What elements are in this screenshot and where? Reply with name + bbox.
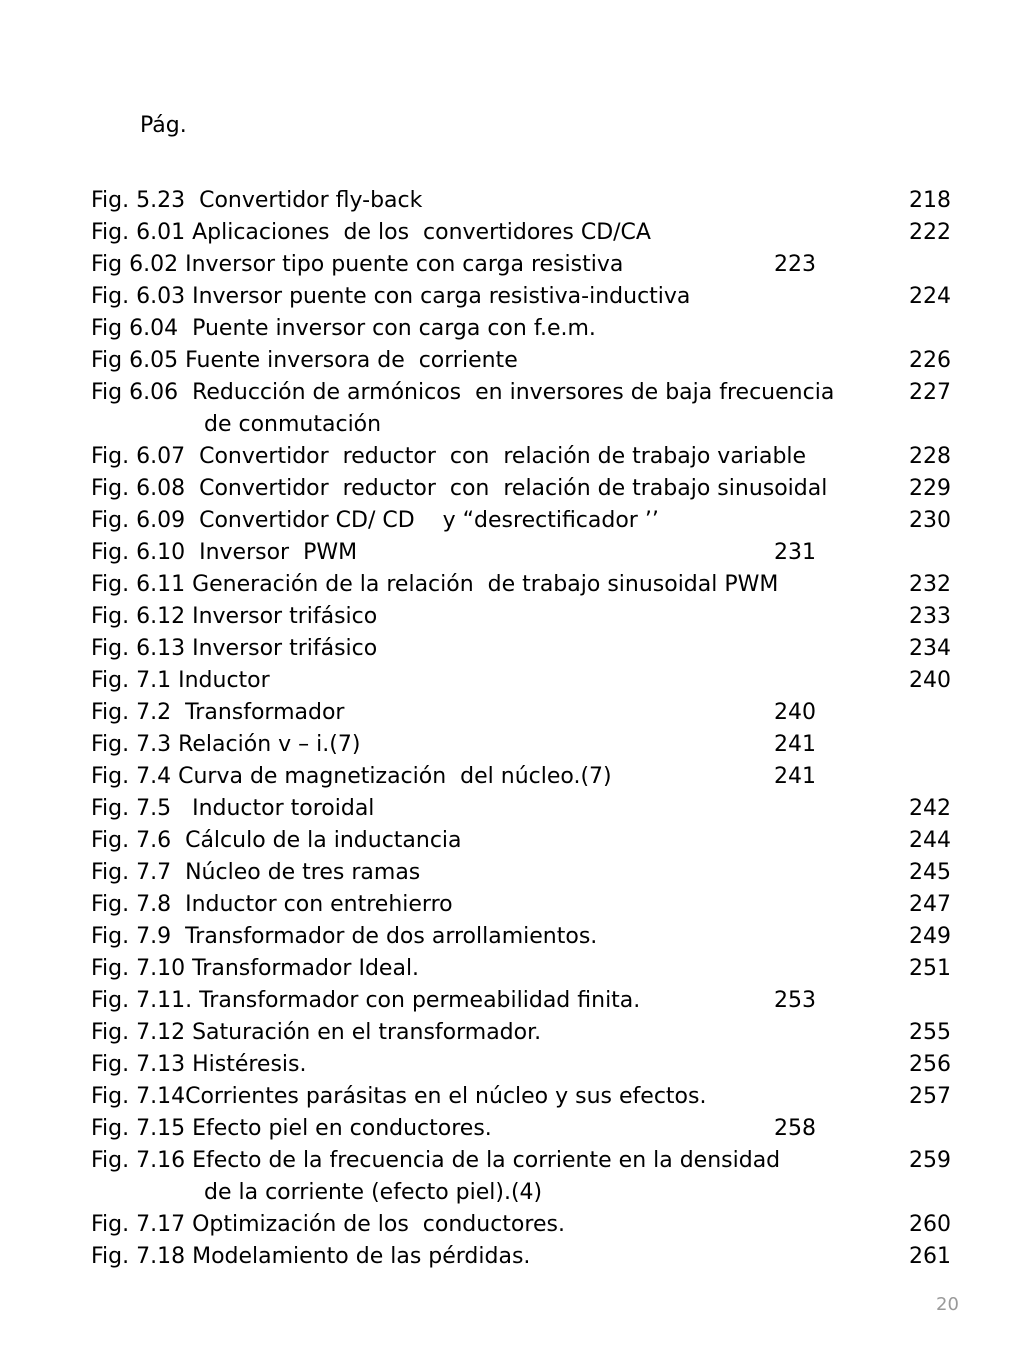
entry-title: Fig 6.02 Inversor tipo puente con carga resistiva <box>91 252 624 277</box>
entry-page-number: 259 <box>909 1148 951 1173</box>
list-item <box>0 217 1024 249</box>
entry-title: Fig. 7.9 Transformador de dos arrollamientos. <box>91 924 598 949</box>
entry-title: Fig. 6.07 Convertidor reductor con relación de trabajo variable <box>91 444 807 469</box>
list-item <box>0 1145 1024 1177</box>
entry-page-number: 257 <box>909 1084 951 1109</box>
list-item <box>0 601 1024 633</box>
list-item <box>0 697 1024 729</box>
list-item <box>0 889 1024 921</box>
entry-page-number: 261 <box>909 1244 951 1269</box>
entry-title: Fig. 6.03 Inversor puente con carga resistiva-inductiva <box>91 284 691 309</box>
entry-page-number: 241 <box>774 732 816 757</box>
entry-title: Fig. 6.01 Aplicaciones de los convertidores CD/CA <box>91 220 651 245</box>
entry-page-number: 244 <box>909 828 951 853</box>
list-item <box>0 857 1024 889</box>
list-item <box>0 313 1024 345</box>
entry-title: Fig. 6.11 Generación de la relación de trabajo sinusoidal PWM <box>91 572 779 597</box>
entry-page-number: 229 <box>909 476 951 501</box>
entry-page-number: 218 <box>909 188 951 213</box>
entry-page-number: 255 <box>909 1020 951 1045</box>
list-item <box>0 1177 1024 1209</box>
entry-page-number: 249 <box>909 924 951 949</box>
list-item <box>0 537 1024 569</box>
entry-page-number: 258 <box>774 1116 816 1141</box>
page-column-header: Pág. <box>140 113 187 138</box>
entry-title: Fig. 7.15 Efecto piel en conductores. <box>91 1116 492 1141</box>
entry-page-number: 230 <box>909 508 951 533</box>
entry-title: Fig. 7.17 Optimización de los conductores. <box>91 1212 565 1237</box>
entry-page-number: 240 <box>909 668 951 693</box>
list-item <box>0 761 1024 793</box>
entry-title: Fig. 7.11. Transformador con permeabilidad finita. <box>91 988 641 1013</box>
entry-title: Fig. 7.4 Curva de magnetización del núcleo.(7) <box>91 764 612 789</box>
list-item <box>0 185 1024 217</box>
entry-title: Fig. 7.3 Relación v – i.(7) <box>91 732 361 757</box>
entry-page-number: 245 <box>909 860 951 885</box>
entry-title: Fig. 6.13 Inversor trifásico <box>91 636 378 661</box>
entry-page-number: 233 <box>909 604 951 629</box>
entry-page-number: 247 <box>909 892 951 917</box>
entry-title: Fig. 7.18 Modelamiento de las pérdidas. <box>91 1244 531 1269</box>
list-item <box>0 569 1024 601</box>
list-item <box>0 633 1024 665</box>
list-item <box>0 1081 1024 1113</box>
entry-page-number: 224 <box>909 284 951 309</box>
entry-title: Fig 6.05 Fuente inversora de corriente <box>91 348 518 373</box>
entry-page-number: 223 <box>774 252 816 277</box>
list-item <box>0 281 1024 313</box>
entry-title: Fig. 7.5 Inductor toroidal <box>91 796 375 821</box>
entry-title-continuation: de la corriente (efecto piel).(4) <box>204 1180 543 1205</box>
entry-title: Fig. 7.10 Transformador Ideal. <box>91 956 420 981</box>
list-item <box>0 729 1024 761</box>
entry-title: Fig. 7.7 Núcleo de tres ramas <box>91 860 421 885</box>
page-number: 20 <box>936 1294 959 1315</box>
list-item <box>0 505 1024 537</box>
list-item <box>0 441 1024 473</box>
list-item <box>0 1113 1024 1145</box>
list-item <box>0 1241 1024 1273</box>
entry-title: Fig. 7.13 Histéresis. <box>91 1052 307 1077</box>
entry-title: Fig. 6.08 Convertidor reductor con relación de trabajo sinusoidal <box>91 476 828 501</box>
list-item <box>0 377 1024 409</box>
entry-title: Fig. 6.12 Inversor trifásico <box>91 604 378 629</box>
list-item <box>0 665 1024 697</box>
list-item <box>0 249 1024 281</box>
entry-page-number: 240 <box>774 700 816 725</box>
entry-title: Fig. 5.23 Convertidor fly-back <box>91 188 423 213</box>
entry-title: Fig. 7.14Corrientes parásitas en el núcleo y sus efectos. <box>91 1084 707 1109</box>
entry-page-number: 227 <box>909 380 951 405</box>
entry-title: Fig. 6.10 Inversor PWM <box>91 540 358 565</box>
list-item <box>0 825 1024 857</box>
list-item <box>0 473 1024 505</box>
entry-page-number: 260 <box>909 1212 951 1237</box>
entry-title: Fig. 7.12 Saturación en el transformador. <box>91 1020 542 1045</box>
list-item <box>0 1017 1024 1049</box>
list-item <box>0 793 1024 825</box>
entry-page-number: 228 <box>909 444 951 469</box>
entry-page-number: 251 <box>909 956 951 981</box>
list-item <box>0 985 1024 1017</box>
list-item <box>0 345 1024 377</box>
entry-page-number: 231 <box>774 540 816 565</box>
entry-title: Fig. 6.09 Convertidor CD/ CD y “desrectificador ’’ <box>91 508 659 533</box>
entry-title-continuation: de conmutación <box>204 412 382 437</box>
entry-page-number: 234 <box>909 636 951 661</box>
entry-page-number: 226 <box>909 348 951 373</box>
entry-page-number: 256 <box>909 1052 951 1077</box>
list-item <box>0 1209 1024 1241</box>
entry-title: Fig. 7.2 Transformador <box>91 700 345 725</box>
entry-title: Fig. 7.6 Cálculo de la inductancia <box>91 828 462 853</box>
entry-page-number: 242 <box>909 796 951 821</box>
entry-title: Fig. 7.8 Inductor con entrehierro <box>91 892 453 917</box>
list-item <box>0 1049 1024 1081</box>
entry-title: Fig. 7.1 Inductor <box>91 668 270 693</box>
entry-page-number: 253 <box>774 988 816 1013</box>
entry-page-number: 222 <box>909 220 951 245</box>
entry-page-number: 232 <box>909 572 951 597</box>
list-item <box>0 921 1024 953</box>
list-item <box>0 409 1024 441</box>
entry-page-number: 241 <box>774 764 816 789</box>
entry-title: Fig 6.06 Reducción de armónicos en inversores de baja frecuencia <box>91 380 835 405</box>
entry-title: Fig 6.04 Puente inversor con carga con f.e.m. <box>91 316 596 341</box>
list-item <box>0 953 1024 985</box>
entry-title: Fig. 7.16 Efecto de la frecuencia de la corriente en la densidad <box>91 1148 781 1173</box>
